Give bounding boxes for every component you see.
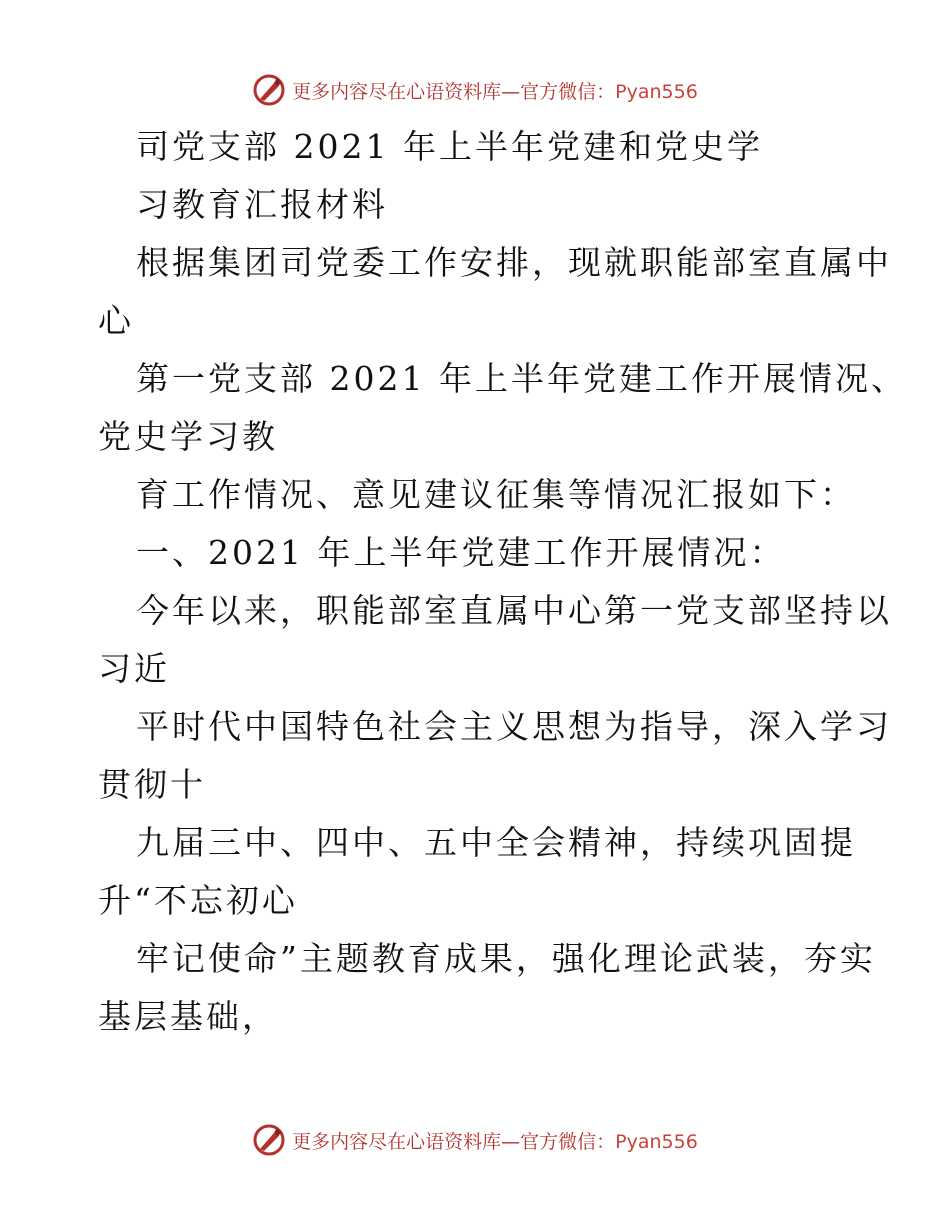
text-line: 根据集团司党委工作安排，现就职能部室直属中 [136, 243, 892, 282]
text-line: 心 [98, 301, 134, 340]
text-line: 贯彻十 [98, 765, 206, 804]
text-line: 升“不忘初心 [98, 881, 298, 920]
watermark-text: 更多内容尽在心语资料库—官方微信：Pyan556 [292, 1130, 698, 1153]
text-line: 基层基础， [98, 997, 278, 1036]
text-line: 牢记使命”主题教育成果，强化理论武装，夯实 [136, 939, 876, 978]
text-line: 习近 [98, 649, 170, 688]
text-line: 第一党支部 2021 年上半年党建工作开展情况、 [136, 359, 907, 398]
document-body [98, 118, 907, 1046]
text-line: 习教育汇报材料 [136, 185, 388, 224]
text-line: 一、2021 年上半年党建工作开展情况： [136, 533, 786, 572]
pen-logo-icon [252, 73, 286, 107]
watermark-footer [0, 1120, 950, 1160]
text-line: 司党支部 2021 年上半年党建和党史学 [136, 127, 763, 166]
text-line: 平时代中国特色社会主义思想为指导，深入学习 [136, 707, 892, 746]
watermark-text: 更多内容尽在心语资料库—官方微信：Pyan556 [292, 80, 698, 103]
text-line: 今年以来，职能部室直属中心第一党支部坚持以 [136, 591, 892, 630]
text-line: 育工作情况、意见建议征集等情况汇报如下： [136, 475, 856, 514]
text-line: 党史学习教 [98, 417, 278, 456]
pen-logo-icon [252, 1123, 286, 1157]
text-line: 九届三中、四中、五中全会精神，持续巩固提 [136, 823, 856, 862]
watermark-header [0, 70, 950, 110]
